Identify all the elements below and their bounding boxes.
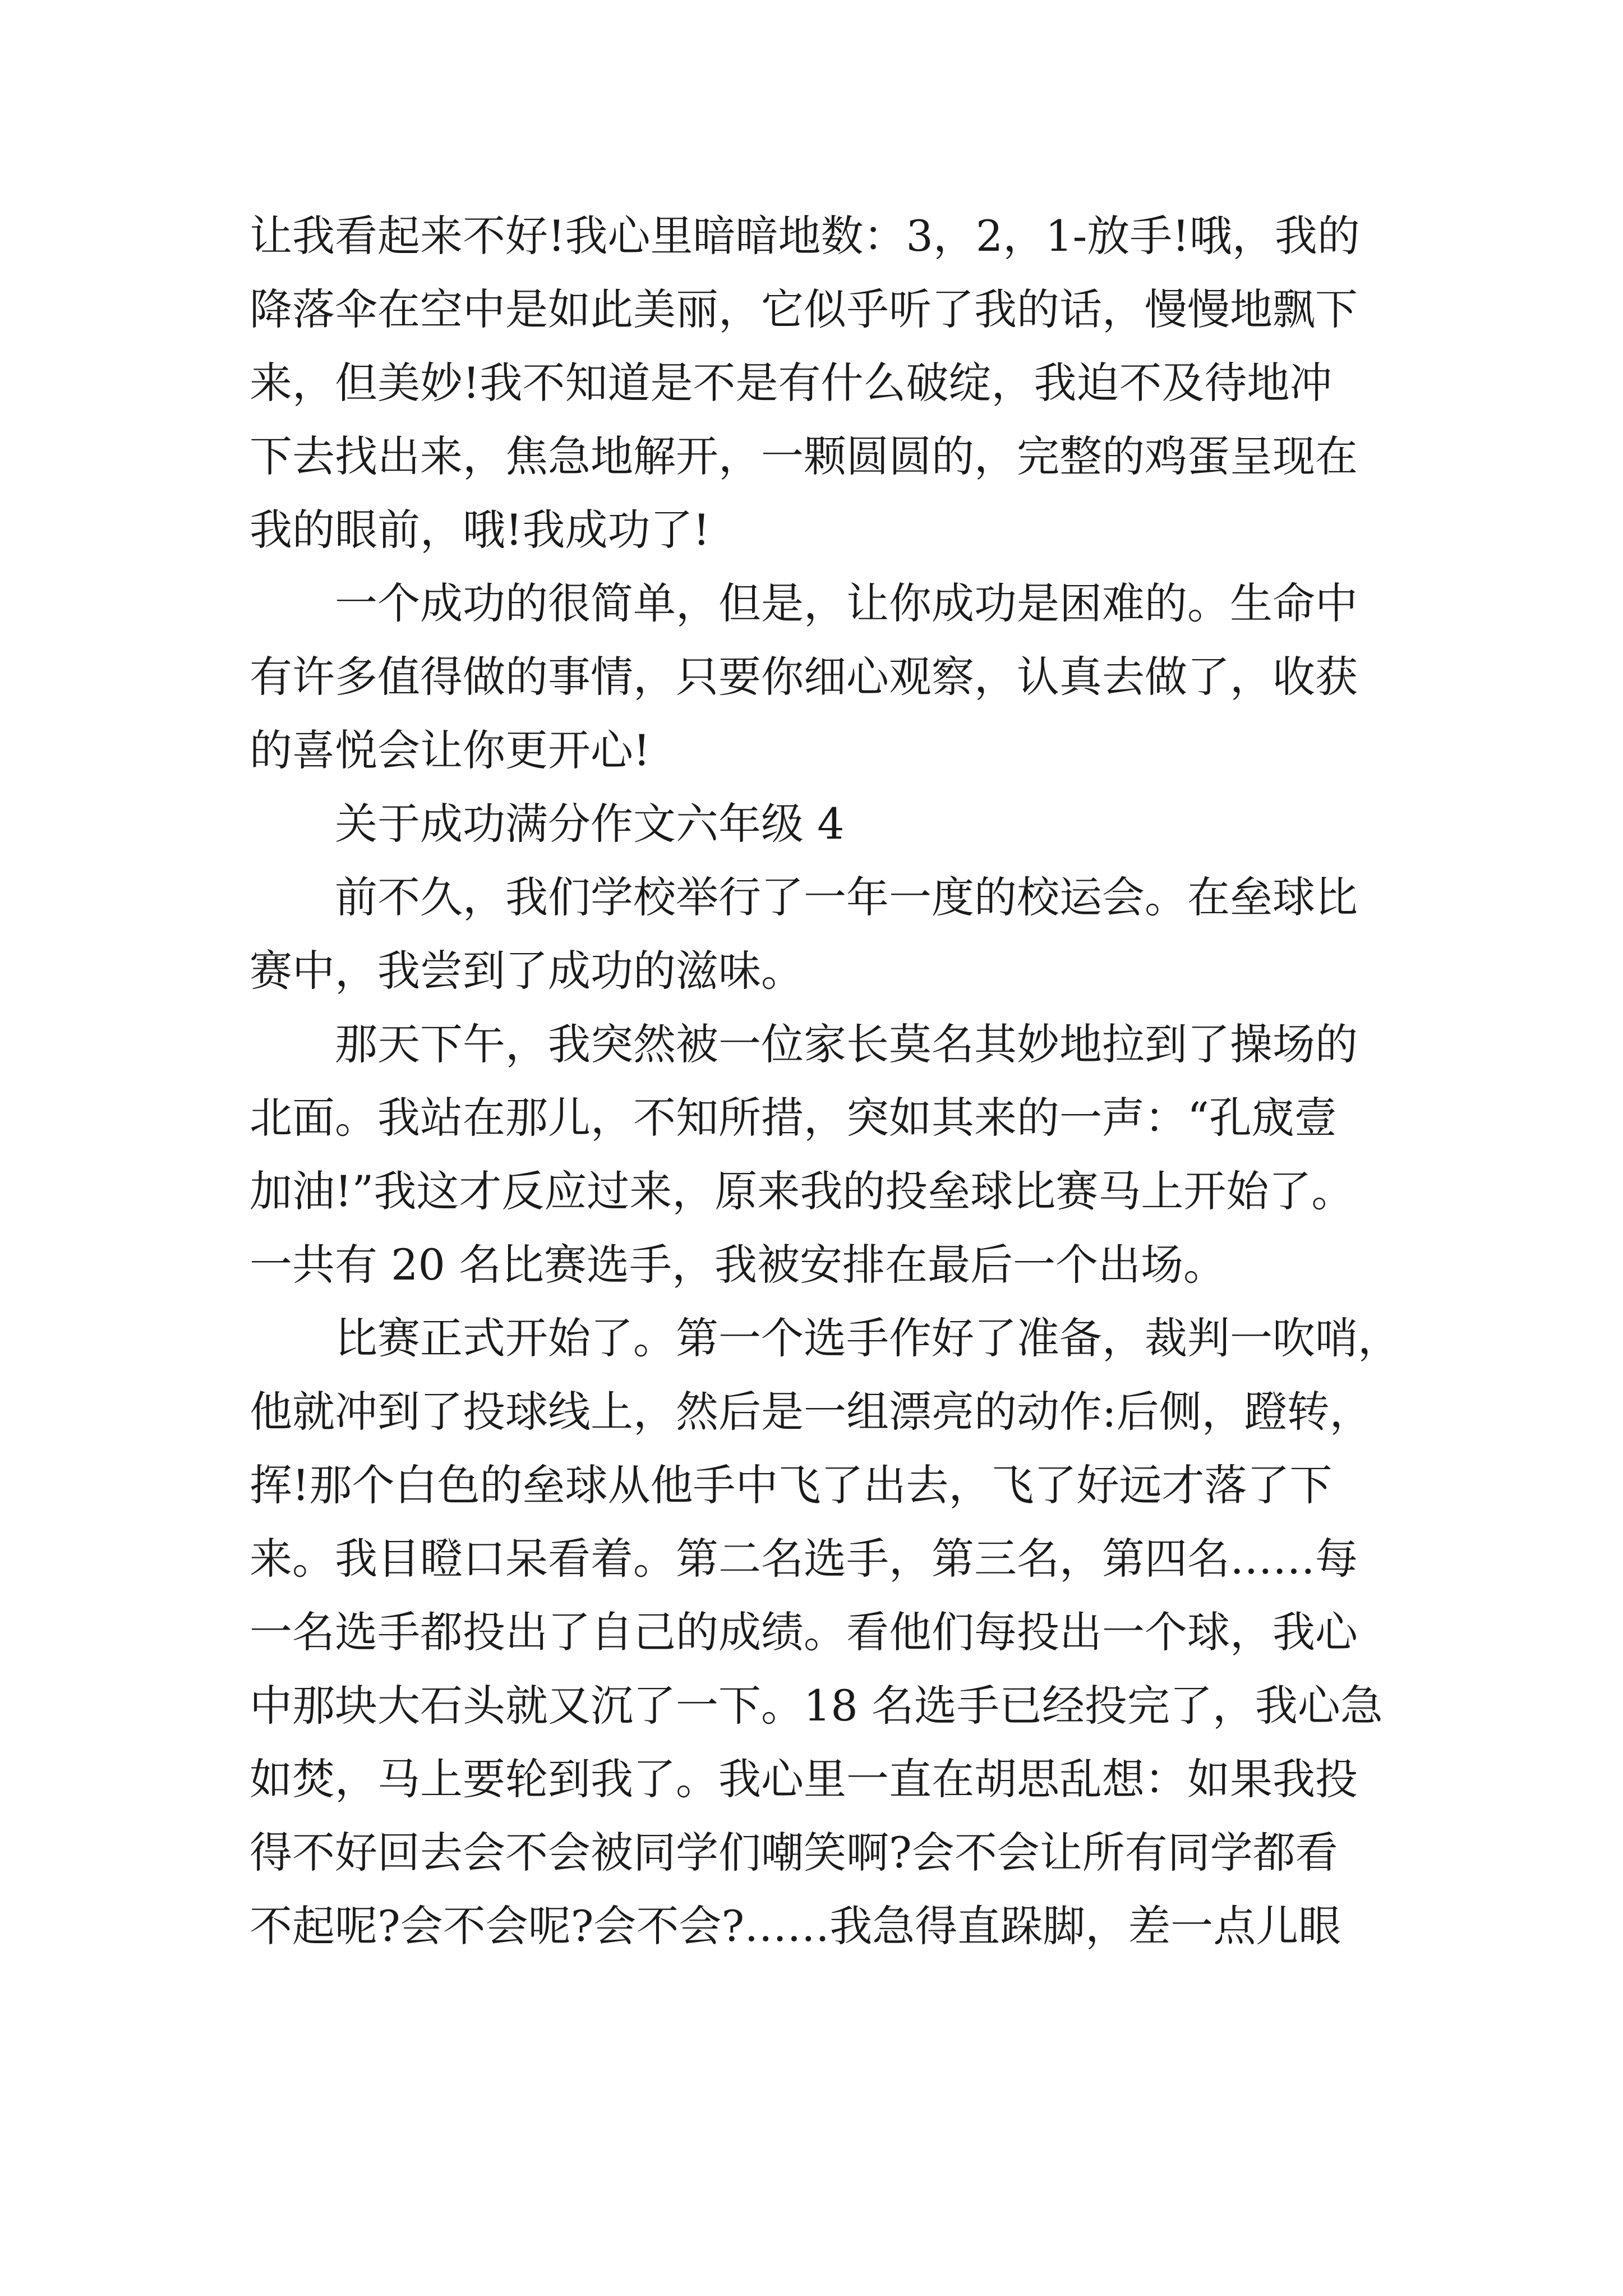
text-line: 有许多值得做的事情，只要你细心观察，认真去做了，收获 (250, 652, 1358, 702)
text-line: 降落伞在空中是如此美丽，它似乎听了我的话，慢慢地飘下 (250, 284, 1358, 334)
paragraph-start-line: 那天下午，我突然被一位家长莫名其妙地拉到了操场的 (335, 1019, 1358, 1069)
section-title: 关于成功满分作文六年级 4 (335, 799, 845, 849)
text-line: 下去找出来，焦急地解开，一颗圆圆的，完整的鸡蛋呈现在 (250, 431, 1358, 481)
text-line: 一名选手都投出了自己的成绩。看他们每投出一个球，我心 (250, 1607, 1358, 1657)
text-line: 得不好回去会不会被同学们嘲笑啊?会不会让所有同学都看 (250, 1828, 1338, 1878)
text-line: 加油!”我这才反应过来，原来我的投垒球比赛马上开始了。 (250, 1166, 1354, 1216)
text-line: 来。我目瞪口呆看着。第二名选手，第三名，第四名……每 (250, 1534, 1358, 1584)
text-line: 挥!那个白色的垒球从他手中飞了出去，飞了好远才落了下 (250, 1460, 1332, 1510)
text-line: 让我看起来不好!我心里暗暗地数：3，2，1-放手!哦，我的 (250, 211, 1360, 261)
text-line: 一共有 20 名比赛选手，我被安排在最后一个出场。 (250, 1240, 1227, 1290)
text-line: 我的眼前，哦!我成功了! (250, 505, 711, 555)
text-line: 赛中，我尝到了成功的滋味。 (250, 946, 804, 996)
text-line: 他就冲到了投球线上，然后是一组漂亮的动作:后侧，蹬转， (250, 1387, 1372, 1437)
text-line: 不起呢?会不会呢?会不会?……我急得直跺脚，差一点儿眼 (250, 1901, 1341, 1951)
text-line: 北面。我站在那儿，不知所措，突如其来的一声：“孔宬壹 (250, 1093, 1337, 1143)
paragraph-start-line: 前不久，我们学校举行了一年一度的校运会。在垒球比 (335, 872, 1358, 922)
text-line: 的喜悦会让你更开心! (250, 725, 651, 775)
paragraph-start-line: 比赛正式开始了。第一个选手作好了准备，裁判一吹哨， (335, 1313, 1400, 1363)
text-line: 来，但美妙!我不知道是不是有什么破绽，我迫不及待地冲 (250, 358, 1332, 408)
document-body (250, 199, 1400, 1963)
text-line: 中那块大石头就又沉了一下。18 名选手已经投完了，我心急 (250, 1681, 1383, 1731)
text-line: 如焚，马上要轮到我了。我心里一直在胡思乱想：如果我投 (250, 1754, 1358, 1804)
paragraph-start-line: 一个成功的很简单，但是，让你成功是困难的。生命中 (335, 578, 1358, 628)
